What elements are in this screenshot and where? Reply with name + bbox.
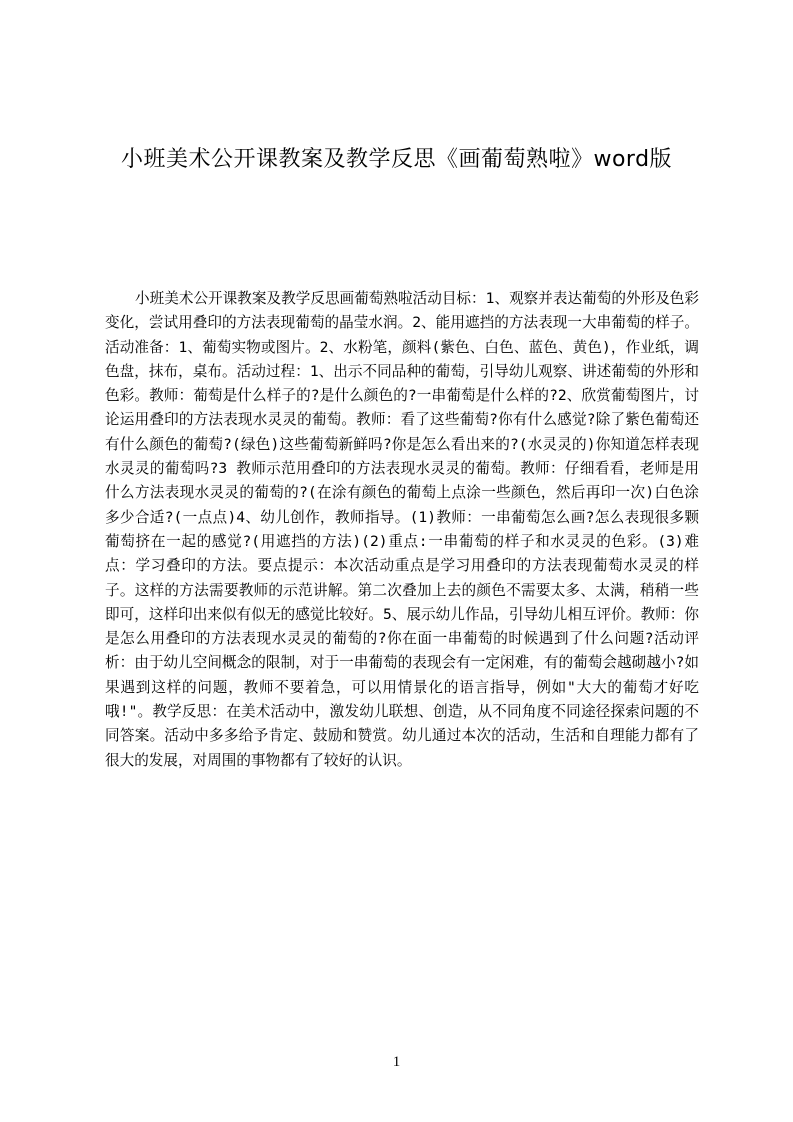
page-title: 小班美术公开课教案及教学反思《画葡萄熟啦》word版: [120, 147, 673, 172]
page-number: 1: [392, 1054, 401, 1070]
document-body: [105, 287, 699, 847]
body-paragraph: 小班美术公开课教案及教学反思画葡萄熟啦活动目标：1、观察并表达葡萄的外形及色彩变化，尝试用叠印的方法表现葡萄的晶莹水润。2、能用遮挡的方法表现一大串葡萄的样子。活动准备：1、葡萄实物或图片。2、水粉笔，颜料(紫色、白色、蓝色、黄色)，作业纸，调色盘，抹布，桌布。活动过程：1、出示不同品种的葡萄，引导幼儿观察、讲述葡萄的外形和色彩。教师：葡萄是什么样子的?是什么颜色的?一串葡萄是什么样的?2、欣赏葡萄图片，讨论运用叠印的方法表现水灵灵的葡萄。教师：看了这些葡萄?你有什么感觉?除了紫色葡萄还有什么颜色的葡萄?(绿色)这些葡萄新鲜吗?你是怎么看出来的?(水灵灵的)你知道怎样表现水灵灵的葡萄吗?3 教师示范用叠印的方法表现水灵灵的葡萄。教师：仔细看看，老师是用什么方法表现水灵灵的葡萄的?(在涂有颜色的葡萄上点涂一些颜色，然后再印一次)白色涂多少合适?(一点点)4、幼儿创作，教师指导。(1)教师：一串葡萄怎么画?怎么表现很多颗葡萄挤在一起的感觉?(用遮挡的方法)(2)重点:一串葡萄的样子和水灵灵的色彩。(3)难点：学习叠印的方法。要点提示：本次活动重点是学习用叠印的方法表现葡萄水灵灵的样子。这样的方法需要教师的示范讲解。第二次叠加上去的颜色不需要太多、太满，稍稍一些即可，这样印出来似有似无的感觉比较好。5、展示幼儿作品，引导幼儿相互评价。教师：你是怎么用叠印的方法表现水灵灵的葡萄的?你在面一串葡萄的时候遇到了什么问题?活动评析：由于幼儿空间概念的限制，对于一串葡萄的表现会有一定闲难，有的葡萄会越砌越小?如果遇到这样的问题，教师不要着急，可以用情景化的语言指导，例如"大大的葡萄才好吃哦!"。教学反思：在美术活动中，激发幼儿联想、创造，从不同角度不同途径探索问题的不同答案。活动中多多给予肯定、鼓励和赞赏。幼儿通过本次的活动，生活和自理能力都有了很大的发展，对周围的事物都有了较好的认识。: [105, 290, 699, 769]
